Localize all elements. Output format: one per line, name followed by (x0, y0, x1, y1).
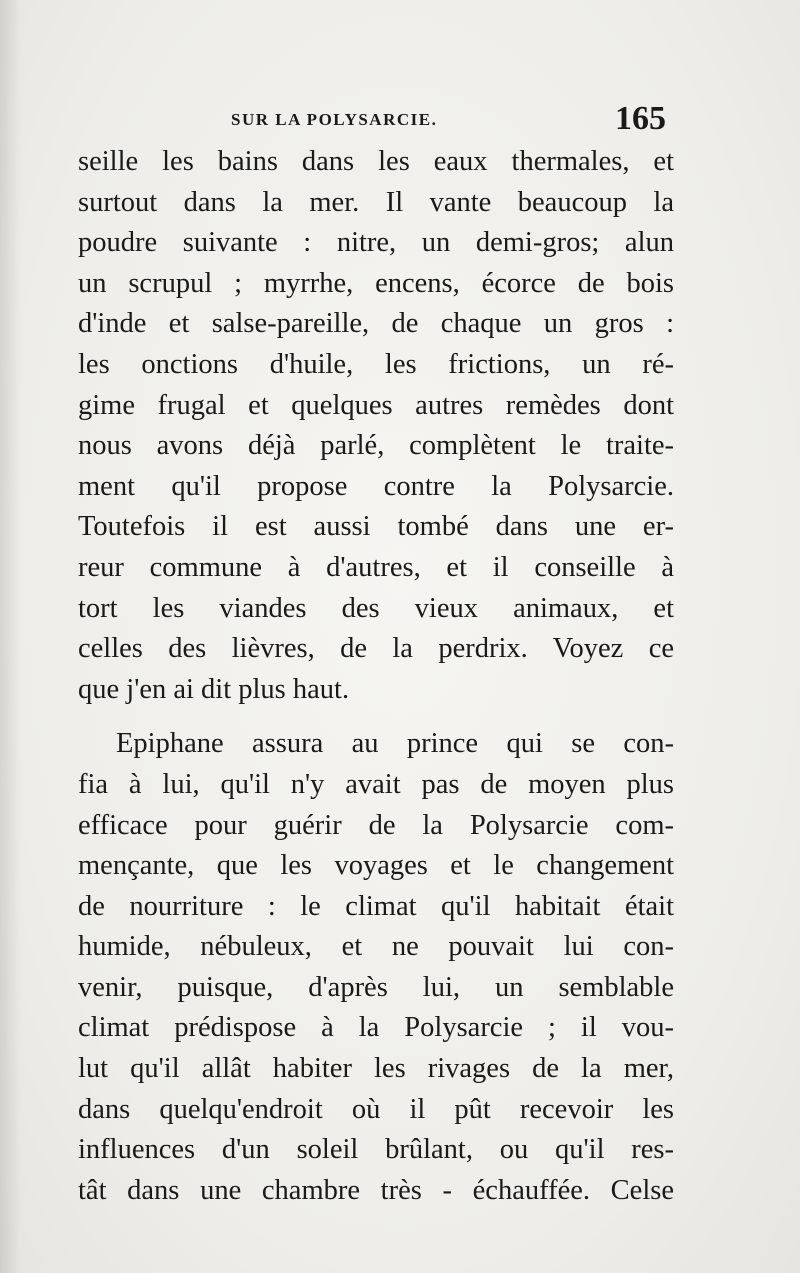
text-line: surtout dans la mer. Il vante beaucoup la (78, 186, 674, 218)
paragraph-gap (78, 710, 674, 724)
text-line: mençante, que les voyages et le changement (78, 850, 674, 882)
text-line: un scrupul ; myrrhe, encens, écorce de bois (78, 267, 674, 299)
body-text (78, 142, 674, 1211)
text-line: gime frugal et quelques autres remèdes dont (78, 389, 674, 421)
text-line: nous avons déjà parlé, complètent le traite- (78, 430, 674, 462)
text-line: influences d'un soleil brûlant, ou qu'il res- (78, 1134, 674, 1166)
paragraph-2 (78, 724, 674, 1211)
text-line: Toutefois il est aussi tombé dans une er- (78, 511, 674, 543)
text-line: que j'en ai dit plus haut. (78, 673, 350, 705)
text-line: fia à lui, qu'il n'y avait pas de moyen plus (78, 768, 674, 800)
text-line: d'inde et salse-pareille, de chaque un gros : (78, 308, 674, 340)
text-line: venir, puisque, d'après lui, un semblable (78, 971, 674, 1003)
text-line: tort les viandes des vieux animaux, et (78, 592, 674, 624)
text-line: reur commune à d'autres, et il conseille à (78, 551, 674, 583)
text-line: celles des lièvres, de la perdrix. Voyez ce (78, 633, 674, 665)
text-line: les onctions d'huile, les frictions, un ré- (78, 348, 674, 380)
text-line: tât dans une chambre très - échauffée. Celse (78, 1174, 674, 1206)
text-line: lut qu'il allât habiter les rivages de la mer, (78, 1053, 674, 1085)
text-line: seille les bains dans les eaux thermales, et (78, 146, 674, 177)
text-line: efficace pour guérir de la Polysarcie com- (78, 809, 674, 841)
running-head: SUR LA POLYSARCIE. (231, 110, 438, 129)
text-line: humide, nébuleux, et ne pouvait lui con- (78, 931, 674, 963)
page-header (86, 100, 666, 140)
text-line: ment qu'il propose contre la Polysarcie. (78, 470, 674, 502)
text-line: Epiphane assura au prince qui se con- (116, 728, 674, 760)
page-edge-shadow (0, 0, 22, 1273)
text-line: dans quelqu'endroit où il pût recevoir les (78, 1093, 674, 1125)
text-line: poudre suivante : nitre, un demi-gros; alun (78, 227, 674, 259)
paragraph-1 (78, 142, 674, 710)
text-line: climat prédispose à la Polysarcie ; il vou- (78, 1012, 674, 1044)
text-line: de nourriture : le climat qu'il habitait était (78, 890, 674, 922)
page-number: 165 (615, 100, 666, 137)
